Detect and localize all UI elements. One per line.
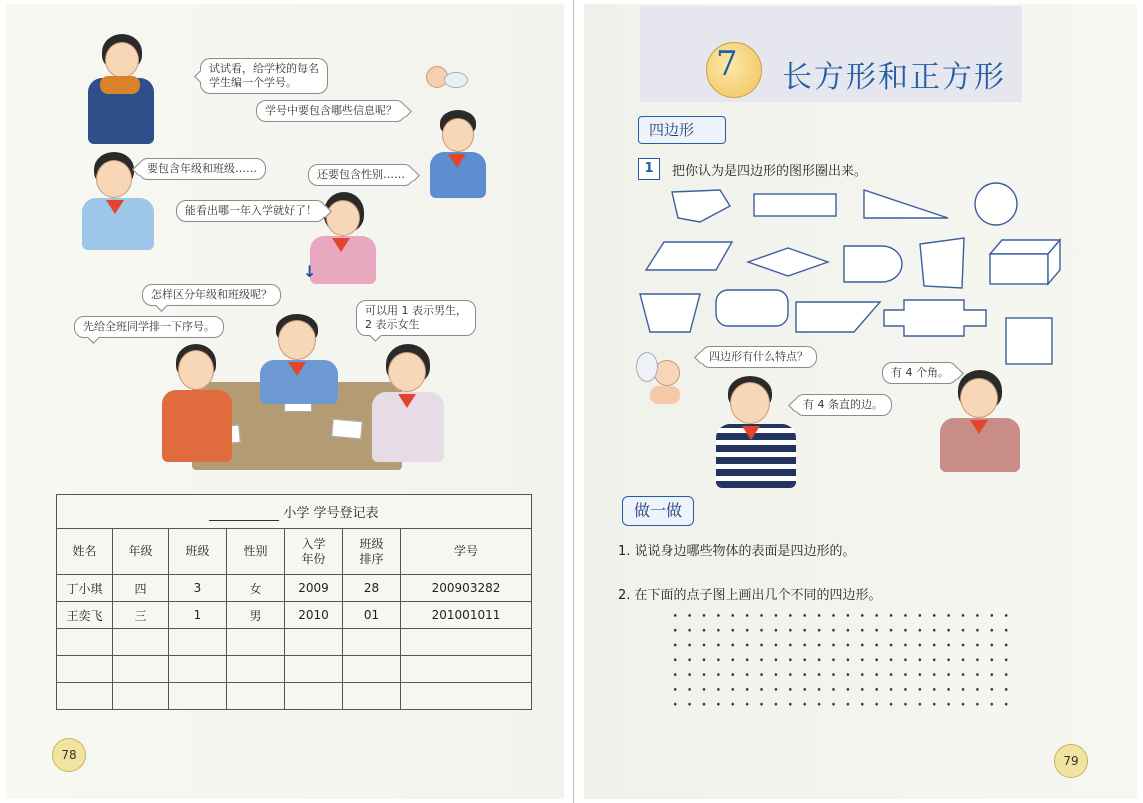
girl-illustration (160, 344, 240, 466)
cross-shape (884, 300, 986, 336)
table-cell: 三 (113, 602, 169, 629)
column-header: 班级 (169, 529, 227, 575)
cuboid-shape (990, 240, 1060, 284)
table-row (57, 575, 532, 602)
circle-shape (975, 183, 1017, 225)
column-header: 姓名 (57, 529, 113, 575)
speech-bubble: 可以用 1 表示男生， 2 表示女生 (356, 300, 476, 336)
chapter-title: 长方形和正方形 (782, 60, 1006, 95)
boy-illustration (424, 110, 490, 200)
triangle-shape (864, 190, 948, 218)
parallelogram-shape (646, 242, 732, 270)
school-name-blank (209, 509, 279, 521)
speech-bubble: 四边形有什么特点？ (700, 346, 817, 368)
dot-grid[interactable] (668, 608, 1014, 716)
table-cell: 2009 (285, 575, 343, 602)
practice-tag: 做一做 (622, 496, 694, 526)
speech-bubble: 有 4 条直的边。 (794, 394, 892, 416)
speech-bubble: 有 4 个角。 (882, 362, 958, 384)
angel-illustration (632, 350, 692, 410)
boy-illustration (254, 314, 344, 404)
column-header: 性别 (227, 529, 285, 575)
table-cell: 女 (227, 575, 285, 602)
column-header: 年级 (113, 529, 169, 575)
boy-illustration (714, 376, 804, 490)
table-cell: 丁小琪 (57, 575, 113, 602)
table-cell: 200903282 (401, 575, 532, 602)
task-item: 2. 在下面的点子图上画出几个不同的四边形。 (618, 588, 882, 603)
rhombus-shape (748, 248, 828, 276)
arch-shape (844, 246, 902, 282)
girl-illustration (934, 370, 1024, 474)
page-number: 79 (1054, 744, 1088, 778)
speech-bubble: 能看出哪一年入学就好了！ (176, 200, 326, 222)
teacher-illustration (86, 34, 162, 146)
table-cell: 1 (169, 602, 227, 629)
rounded-rectangle-shape (716, 290, 788, 326)
table-row-empty (57, 629, 532, 656)
skewed-quadrilateral-shape (796, 302, 880, 332)
student-id-register-table (56, 494, 532, 710)
down-arrow: ↓ (303, 262, 317, 281)
table-row (57, 602, 532, 629)
page-number: 78 (52, 738, 86, 772)
table-row-empty (57, 656, 532, 683)
table-cell: 四 (113, 575, 169, 602)
book-spine (568, 0, 580, 803)
chapter-number: 7 (716, 44, 738, 84)
table-cell: 2010 (285, 602, 343, 629)
section-tag: 四边形 (638, 116, 726, 144)
table-cell: 01 (343, 602, 401, 629)
shape-set (620, 172, 1080, 372)
table-row-empty (57, 683, 532, 710)
speech-bubble: 要包含年级和班级…… (138, 158, 266, 180)
speech-bubble: 怎样区分年级和班级呢？ (142, 284, 281, 306)
table-cell: 男 (227, 602, 285, 629)
irregular-quadrilateral-shape (920, 238, 964, 288)
speech-bubble: 学号中要包含哪些信息呢？ (256, 100, 406, 122)
exercise-number: 1 (638, 158, 660, 180)
trapezoid-shape (640, 294, 700, 332)
girl-illustration (366, 344, 452, 466)
task-item: 1. 说说身边哪些物体的表面是四边形的。 (618, 544, 856, 559)
table-cell: 3 (169, 575, 227, 602)
speech-bubble: 试试看，给学校的每名 学生编一个学号。 (200, 58, 328, 94)
exercise-instruction: 把你认为是四边形的图形圈出来。 (672, 164, 868, 179)
pentagon-shape (672, 190, 730, 222)
speech-bubble: 先给全班同学排一下序号。 (74, 316, 224, 338)
table-header-row (57, 529, 532, 575)
column-header: 班级 排序 (343, 529, 401, 575)
square-shape (1006, 318, 1052, 364)
rectangle-shape (754, 194, 836, 216)
column-header: 入学 年份 (285, 529, 343, 575)
column-header: 学号 (401, 529, 532, 575)
table-cell: 28 (343, 575, 401, 602)
table-caption: 小学 学号登记表 (57, 495, 532, 529)
table-cell: 王奕飞 (57, 602, 113, 629)
angel-illustration (418, 64, 468, 100)
speech-bubble: 还要包含性别…… (308, 164, 414, 186)
table-cell: 201001011 (401, 602, 532, 629)
